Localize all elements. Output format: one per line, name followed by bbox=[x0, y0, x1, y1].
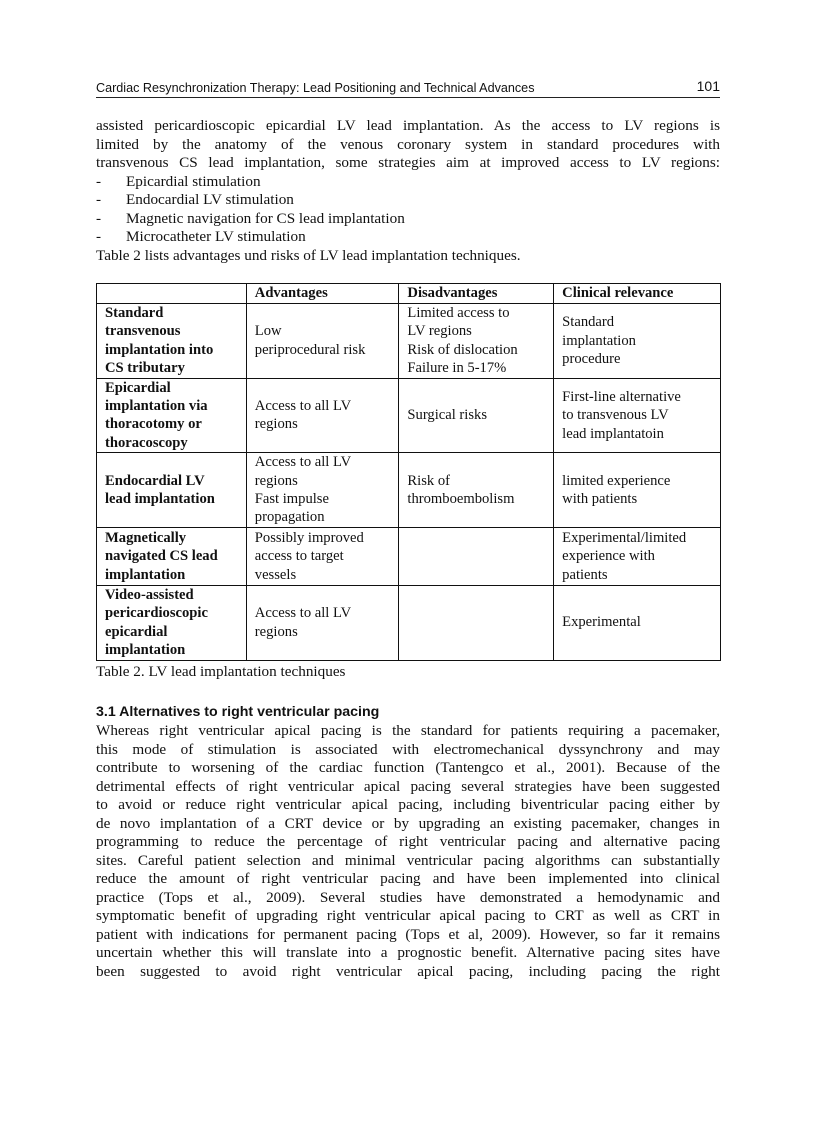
text-line: programming to reduce the percentage of right ventricular pacing and alternative pacing bbox=[96, 833, 720, 850]
bullet-marker: - bbox=[96, 191, 102, 208]
cell-line: Risk of bbox=[407, 472, 450, 489]
text-line: contribute to worsening of the cardiac function (Tantengco et al., 2001). Because of the bbox=[96, 759, 720, 776]
bullet-text: Epicardial stimulation bbox=[126, 172, 261, 190]
cell-line: CS tributary bbox=[105, 360, 185, 377]
text-line: been suggested to avoid right ventricular apical pacing, including pacing the right bbox=[96, 962, 720, 980]
cell-technique bbox=[97, 304, 247, 379]
cell-line: implantation bbox=[562, 332, 636, 349]
text-line: detrimental effects of right ventricular apical pacing several strategies have been suggested bbox=[96, 777, 720, 795]
cell-line: Access to all LV bbox=[254, 398, 352, 415]
cell-line: pericardioscopic bbox=[105, 605, 208, 622]
cell-line: Failure in 5-17% bbox=[407, 360, 507, 377]
cell-line: Magnetically bbox=[105, 529, 187, 546]
cell-line: vessels bbox=[254, 566, 297, 583]
cell-disadvantages bbox=[399, 527, 554, 585]
cell-technique bbox=[97, 378, 247, 453]
text-line: de novo implantation of a CRT device or by upgrading an existing pacemaker, changes in bbox=[96, 814, 720, 832]
bullet-marker: - bbox=[96, 209, 102, 227]
cell-line: regions bbox=[254, 416, 298, 433]
cell-line: to transvenous LV bbox=[562, 407, 669, 424]
cell-line: access to target bbox=[254, 548, 344, 565]
cell-line: thromboembolism bbox=[407, 491, 515, 508]
cell-line: regions bbox=[254, 472, 298, 489]
running-title: Cardiac Resynchronization Therapy: Lead Positioning and Technical Advances bbox=[96, 81, 535, 95]
cell-line: Standard bbox=[105, 305, 164, 321]
cell-line: regions bbox=[254, 623, 298, 640]
cell-technique bbox=[97, 527, 247, 585]
table-caption: Table 2. LV lead implantation techniques bbox=[96, 663, 346, 680]
bullet-marker: - bbox=[96, 228, 102, 245]
cell-line: implantation via bbox=[105, 398, 208, 415]
column-header: Advantages bbox=[246, 284, 399, 304]
cell-advantages bbox=[246, 378, 399, 453]
table-intro-text: Table 2 lists advantages und risks of LV lead implantation techniques. bbox=[96, 246, 521, 264]
cell-line: transvenous bbox=[105, 323, 181, 340]
running-header bbox=[96, 80, 720, 98]
cell-line: Limited access to bbox=[407, 305, 510, 321]
bullet-text: Magnetic navigation for CS lead implantation bbox=[126, 209, 405, 227]
page-number: 101 bbox=[696, 78, 720, 94]
cell-line: periprocedural risk bbox=[254, 341, 366, 358]
cell-line: Surgical risks bbox=[407, 407, 487, 424]
cell-line: navigated CS lead bbox=[105, 548, 218, 565]
cell-line: implantation bbox=[105, 642, 186, 659]
text-line: to avoid or reduce right ventricular apical pacing, including biventricular pacing either by bbox=[96, 796, 720, 813]
cell-line: epicardial bbox=[105, 623, 168, 640]
cell-line: Endocardial LV bbox=[105, 472, 205, 489]
cell-line: Experimental bbox=[562, 614, 641, 631]
cell-line: patients bbox=[562, 566, 608, 583]
text-line: limited by the anatomy of the venous coronary system in standard procedures with bbox=[96, 135, 720, 153]
table-row bbox=[97, 453, 721, 528]
text-line: patient with indications for permanent pacing (Tops et al, 2009). However, so far it remains bbox=[96, 925, 720, 943]
text-line: sites. Careful patient selection and minimal ventricular pacing algorithms can substantially bbox=[96, 851, 720, 869]
cell-technique bbox=[97, 453, 247, 528]
bullet-text: Endocardial LV stimulation bbox=[126, 191, 294, 208]
cell-line: Access to all LV bbox=[254, 454, 352, 471]
cell-line: procedure bbox=[562, 351, 621, 368]
cell-line: lead implantation bbox=[105, 491, 215, 508]
cell-disadvantages bbox=[399, 453, 554, 528]
section-heading: 3.1 Alternatives to right ventricular pacing bbox=[96, 704, 380, 720]
cell-disadvantages bbox=[399, 378, 554, 453]
table-row bbox=[97, 378, 721, 453]
text-line: assisted pericardioscopic epicardial LV lead implantation. As the access to LV regions is bbox=[96, 117, 720, 134]
table-header-row bbox=[97, 284, 721, 304]
text-line: reduce the amount of right ventricular pacing and have been implemented into clinical bbox=[96, 870, 720, 887]
table-row bbox=[97, 585, 721, 660]
cell-line: thoracotomy or bbox=[105, 416, 202, 433]
cell-line: experience with bbox=[562, 548, 655, 565]
cell-clinical bbox=[554, 453, 721, 528]
cell-advantages bbox=[246, 304, 399, 379]
text-line: uncertain whether this will translate into a prognostic benefit. Alternative pacing sites have bbox=[96, 944, 720, 961]
cell-line: implantation bbox=[105, 566, 186, 583]
cell-advantages bbox=[246, 527, 399, 585]
text-line: Whereas right ventricular apical pacing is the standard for patients requiring a pacemaker, bbox=[96, 722, 720, 739]
text-line: this mode of stimulation is associated with electromechanical dyssynchrony and may bbox=[96, 740, 720, 758]
column-header: Disadvantages bbox=[399, 284, 554, 304]
cell-clinical bbox=[554, 304, 721, 379]
bullet-text: Microcatheter LV stimulation bbox=[126, 228, 306, 245]
table-row bbox=[97, 304, 721, 379]
text-line: transvenous CS lead implantation, some strategies aim at improved access to LV regions: bbox=[96, 154, 720, 171]
cell-advantages bbox=[246, 585, 399, 660]
cell-clinical bbox=[554, 585, 721, 660]
cell-disadvantages bbox=[399, 585, 554, 660]
cell-line: LV regions bbox=[407, 323, 472, 340]
cell-line: Access to all LV bbox=[254, 605, 352, 622]
cell-advantages bbox=[246, 453, 399, 528]
cell-line: Fast impulse bbox=[254, 491, 329, 508]
cell-line: Video-assisted bbox=[105, 586, 194, 603]
cell-line: with patients bbox=[562, 491, 638, 508]
cell-line: Experimental/limited bbox=[562, 529, 687, 546]
cell-technique bbox=[97, 585, 247, 660]
cell-line: First-line alternative bbox=[562, 388, 681, 405]
cell-line: lead implantatoin bbox=[562, 425, 664, 442]
text-line: symptomatic benefit of upgrading right ventricular apical pacing to CRT as well as CRT in bbox=[96, 907, 720, 924]
cell-clinical bbox=[554, 378, 721, 453]
cell-disadvantages bbox=[399, 304, 554, 379]
column-header bbox=[97, 284, 247, 304]
cell-line: Risk of dislocation bbox=[407, 341, 518, 358]
text-line: practice (Tops et al., 2009). Several studies have demonstrated a hemodynamic and bbox=[96, 888, 720, 906]
cell-line: Possibly improved bbox=[254, 529, 364, 546]
column-header: Clinical relevance bbox=[554, 284, 721, 304]
cell-line: Low bbox=[254, 323, 282, 340]
bullet-marker: - bbox=[96, 172, 102, 190]
cell-line: limited experience bbox=[562, 472, 671, 489]
cell-line: propagation bbox=[254, 509, 325, 526]
cell-line: thoracoscopy bbox=[105, 434, 188, 451]
cell-line: implantation into bbox=[105, 341, 214, 358]
cell-clinical bbox=[554, 527, 721, 585]
lv-lead-techniques-table bbox=[96, 283, 721, 661]
table-row bbox=[97, 527, 721, 585]
cell-line: Standard bbox=[562, 314, 615, 331]
cell-line: Epicardial bbox=[105, 379, 171, 396]
